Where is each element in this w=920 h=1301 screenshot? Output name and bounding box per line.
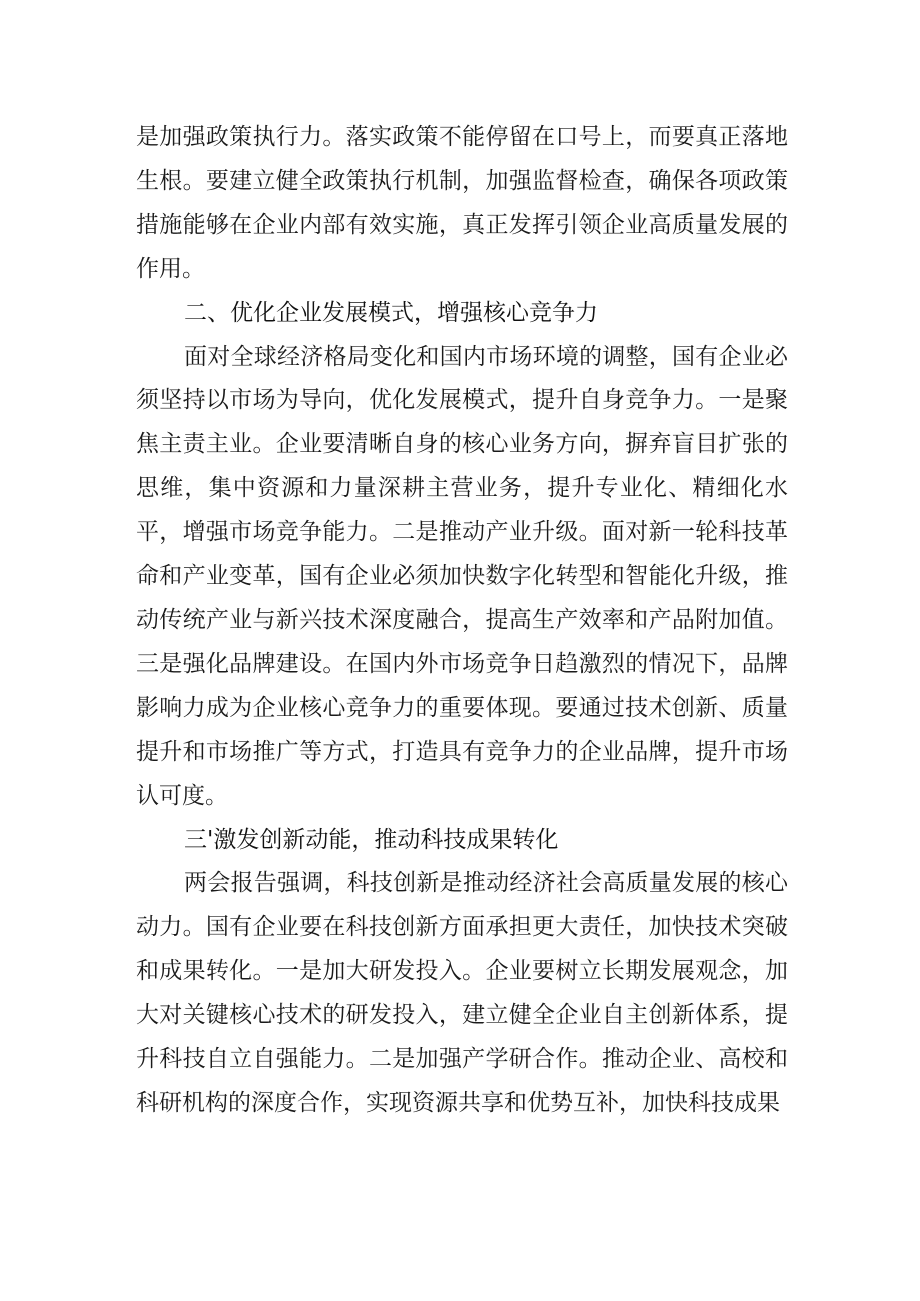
paragraph-development-model: 面对全球经济格局变化和国内市场环境的调整，国有企业必须坚持以市场为导向，优化发展模式，提升自身竞争力。一是聚焦主责主业。企业要清晰自身的核心业务方向，摒弃盲目扩张的思维，集中资源和力量深耕主营业务，提升专业化、精细化水平，增强市场竞争能力。二是推动产业升级。面对新一轮科技革命和产业变革，国有企业必须加快数字化转型和智能化升级，推动传统产业与新兴技术深度融合，提高生产效率和产品附加值。三是强化品牌建设。在国内外市场竞争日趋激烈的情况下，品牌影响力成为企业核心竞争力的重要体现。要通过技术创新、质量提升和市场推广等方式，打造具有竞争力的企业品牌，提升市场认可度。: [136, 343, 788, 809]
paragraph-policy-execution: 是加强政策执行力。落实政策不能停留在口号上，而要真正落地生根。要建立健全政策执行机制，加强监督检查，确保各项政策措施能够在企业内部有效实施，真正发挥引领企业高质量发展的作用。: [136, 124, 788, 282]
paragraph-innovation: 两会报告强调，科技创新是推动经济社会高质量发展的核心动力。国有企业要在科技创新方面承担更大责任，加快技术突破和成果转化。一是加大研发投入。企业要树立长期发展观念，加大对关键核心技术的研发投入，建立健全企业自主创新体系，提升科技自立自强能力。二是加强产学研合作。推动企业、高校和科研机构的深度合作，实现资源共享和优势互补，加快科技成果: [136, 870, 788, 1116]
document-body: [136, 116, 788, 1126]
section-heading-3: 三'激发创新动能，推动科技成果转化: [184, 826, 559, 853]
section-heading-2: 二、优化企业发展模式，增强核心竞争力: [184, 299, 598, 326]
